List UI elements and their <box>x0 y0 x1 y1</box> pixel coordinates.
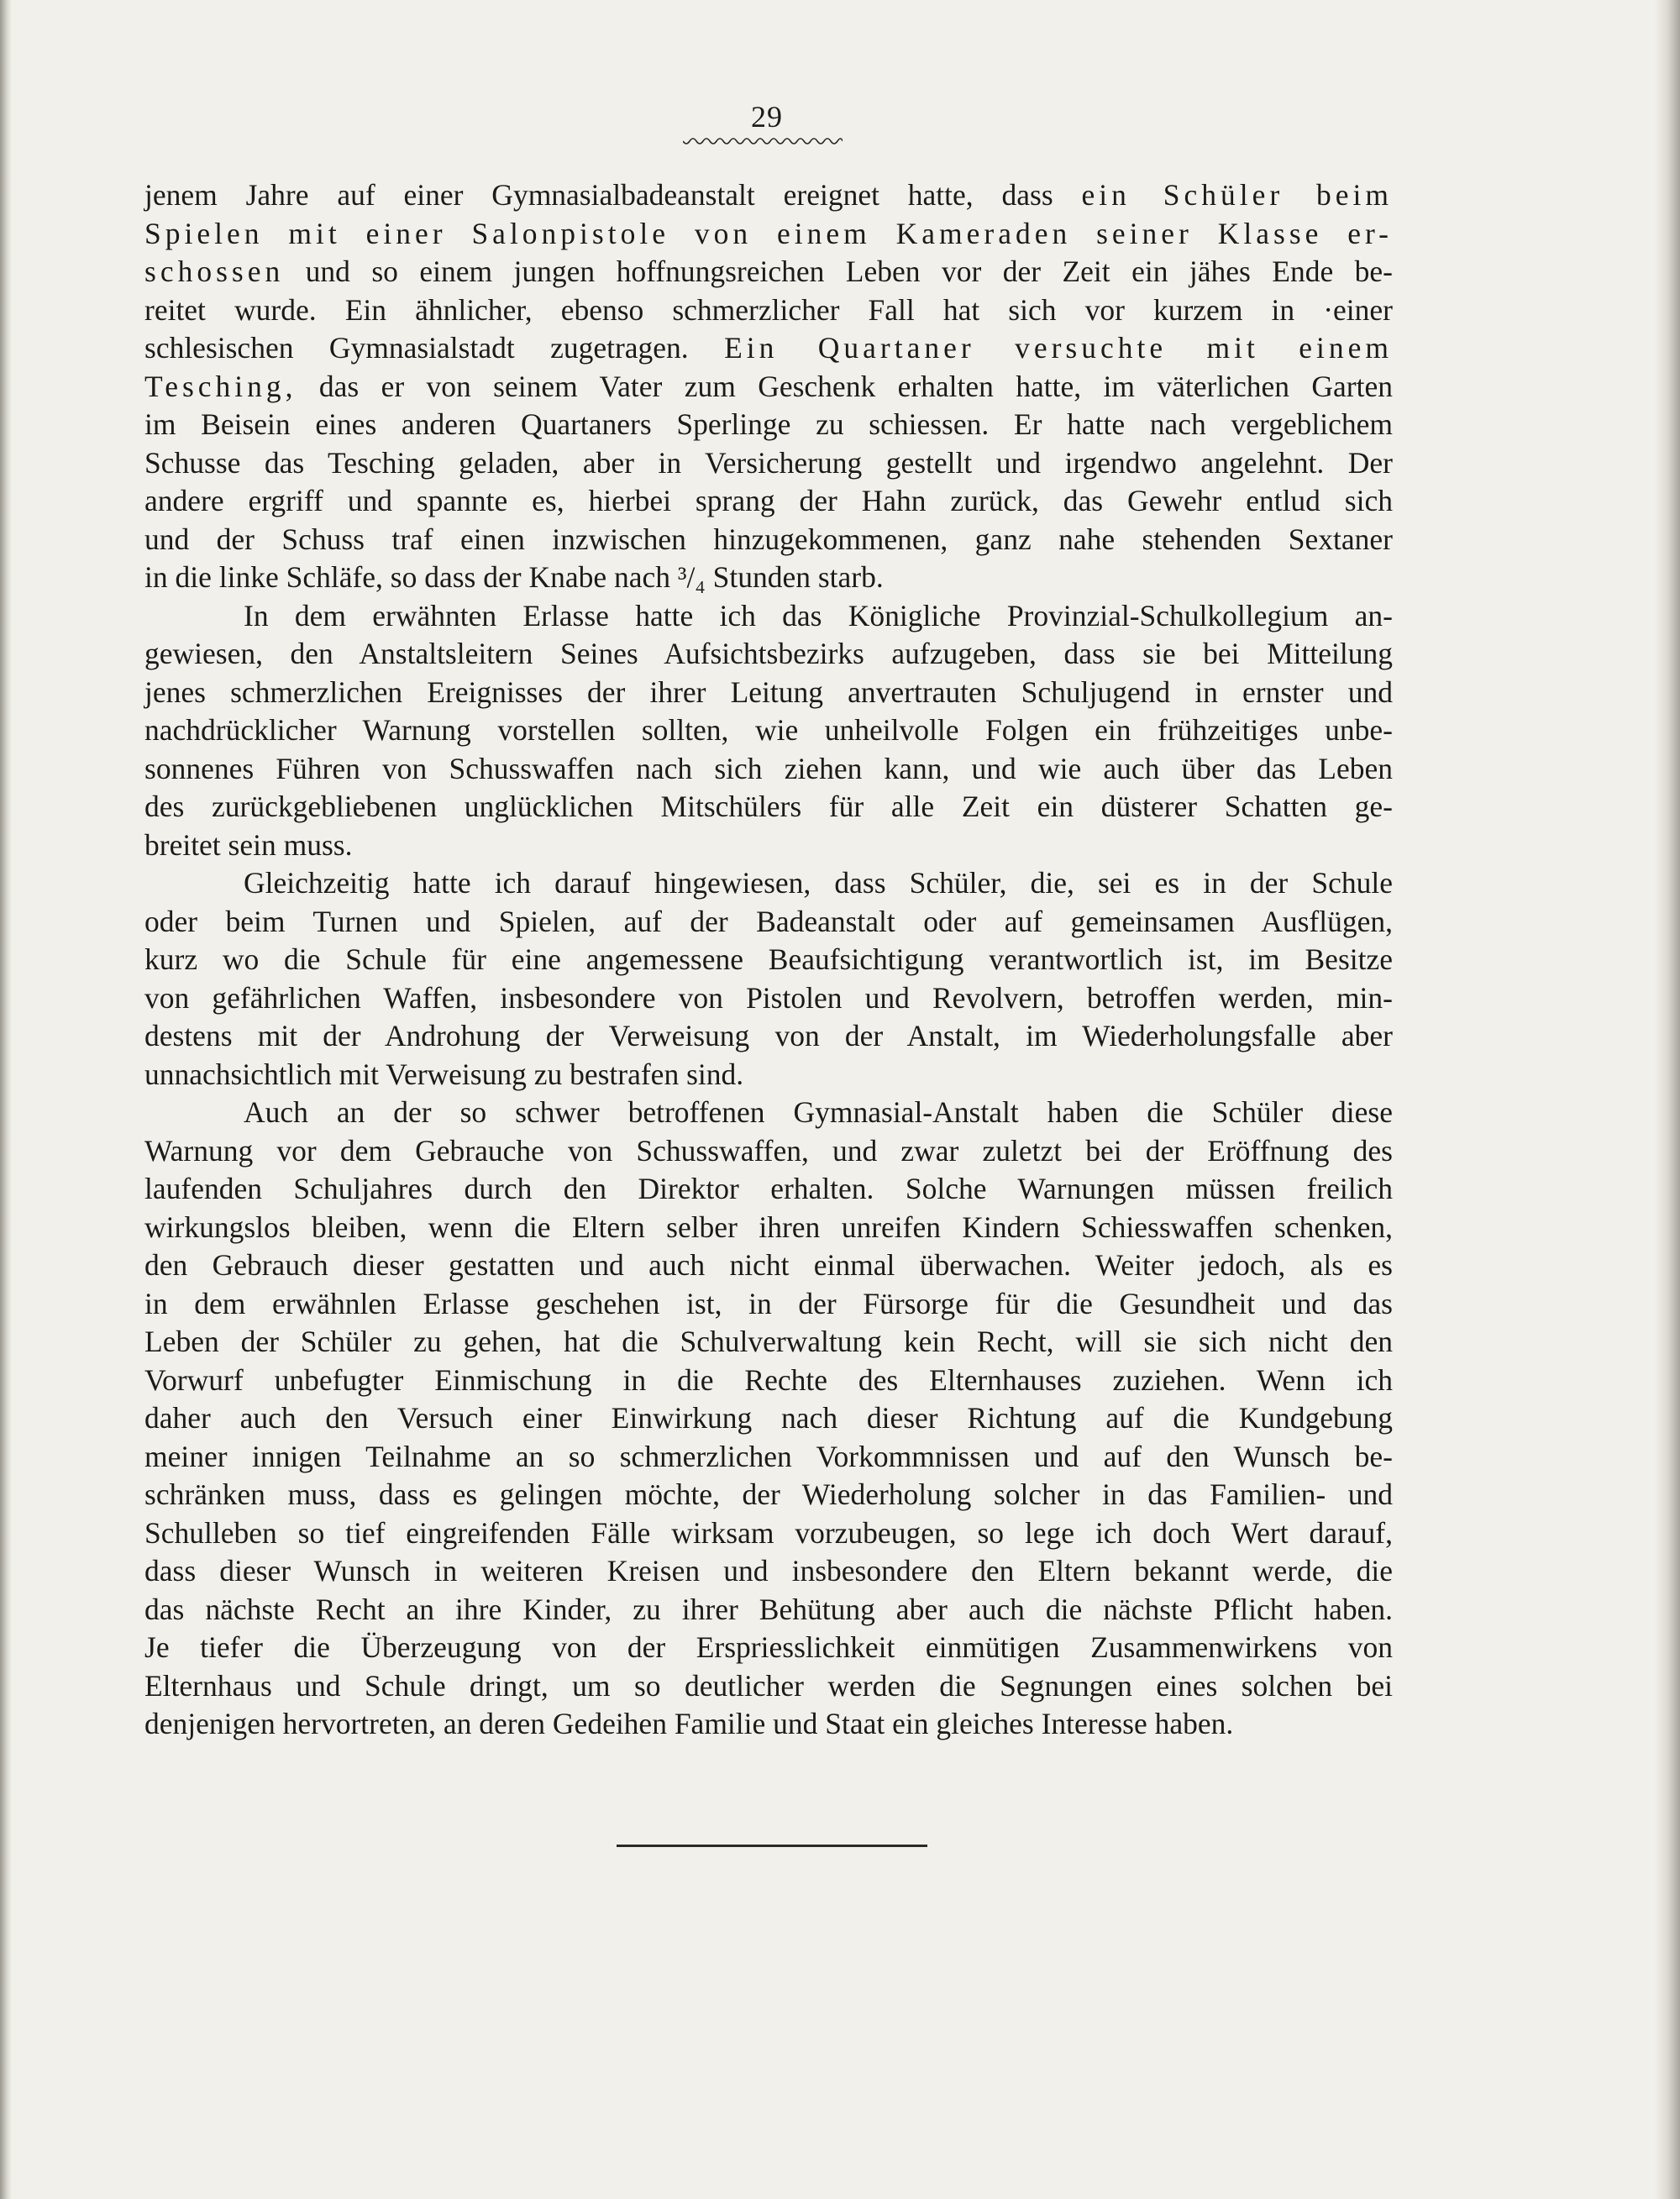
text-line: des zurückgebliebenen unglücklichen Mitschülers für alle Zeit ein düsterer Schatten ge- <box>144 790 1393 823</box>
text-line: daher auch den Versuch einer Einwirkung nach dieser Richtung auf die Kundgebung <box>144 1401 1393 1435</box>
text-line: Elternhaus und Schule dringt, um so deutlicher werden die Segnungen eines solchen bei <box>144 1668 1393 1703</box>
text-line: unnachsichtlich mit Verweisung zu bestrafen sind. <box>144 1057 744 1091</box>
scan-shadow-left <box>0 0 12 2199</box>
body-text <box>144 176 1393 1744</box>
text-line: andere ergriff und spannte es, hierbei sprang der Hahn zurück, das Gewehr entlud sich <box>144 484 1393 517</box>
emphasized-text: Spielen mit einer Salonpistole von einem Kameraden seiner Klasse er- <box>144 216 1393 250</box>
scan-shadow-right <box>1655 0 1680 2199</box>
text-line: schlesischen Gymnasialstadt zugetragen. Ein Quartaner versuchte mit einem <box>144 331 1394 365</box>
text-line: im Beisein eines anderen Quartaners Sperlinge zu schiessen. Er hatte nach vergeblichem <box>144 407 1393 441</box>
emphasized-text: schossen <box>144 255 285 288</box>
text-line: dass dieser Wunsch in weiteren Kreisen und insbesondere den Eltern bekannt werde, die <box>144 1554 1393 1588</box>
text-line: jenes schmerzlichen Ereignisses der ihrer Leitung anvertrauten Schuljugend in ernster und <box>144 674 1393 709</box>
emphasized-text: Ein Quartaner versuchte mit einem <box>724 331 1394 365</box>
page-number: 29 <box>751 100 783 134</box>
text-line: kurz wo die Schule für eine angemessene Beaufsichtigung verantwortlich ist, im Besitze <box>144 942 1393 976</box>
emphasized-text: Tesching, <box>144 369 297 403</box>
text-line: den Gebrauch dieser gestatten und auch nicht einmal überwachen. Weiter jedoch, als es <box>144 1248 1393 1282</box>
text-line: Auch an der so schwer betroffenen Gymnasial-Anstalt haben die Schüler diese <box>244 1095 1393 1129</box>
closing-rule <box>617 1845 927 1847</box>
text-line: in dem erwähnlen Erlasse geschehen ist, in der Fürsorge für die Gesundheit und das <box>144 1286 1393 1320</box>
text-line: denjenigen hervortreten, an deren Gedeihen Familie und Staat ein gleiches Interesse haben. <box>144 1707 1234 1740</box>
text-line: jenem Jahre auf einer Gymnasialbadeanstalt ereignet hatte, dass ein Schüler beim <box>144 178 1393 212</box>
text-line: Je tiefer die Überzeugung von der Erspriesslichkeit einmütigen Zusammenwirkens von <box>144 1630 1393 1664</box>
text-line: das nächste Recht an ihre Kinder, zu ihrer Behütung aber auch die nächste Pflicht haben. <box>144 1592 1393 1626</box>
text-line: sonnenes Führen von Schusswaffen nach sich ziehen kann, und wie auch über das Leben <box>144 751 1393 785</box>
text-line: Warnung vor dem Gebrauche von Schusswaffen, und zwar zuletzt bei der Eröffnung des <box>144 1133 1393 1168</box>
text-line <box>144 215 1393 254</box>
text-line: In dem erwähnten Erlasse hatte ich das Königliche Provinzial-Schulkollegium an- <box>244 598 1393 632</box>
text-line: breitet sein muss. <box>144 827 353 862</box>
text-line: Schusse das Tesching geladen, aber in Versicherung gestellt und irgendwo angelehnt. Der <box>144 445 1393 480</box>
text-line: Schulleben so tief eingreifenden Fälle wirksam vorzubeugen, so lege ich doch Wert darauf, <box>144 1515 1393 1550</box>
text-line: schränken muss, dass es gelingen möchte, der Wiederholung solcher in das Familien- und <box>144 1477 1393 1511</box>
text-line: Gleichzeitig hatte ich darauf hingewiesen, dass Schüler, die, sei es in der Schule <box>244 866 1393 900</box>
text-line: wirkungslos bleiben, wenn die Eltern selber ihren unreifen Kindern Schiesswaffen schenken, <box>144 1210 1393 1244</box>
text-line: meiner innigen Teilnahme an so schmerzlichen Vorkommnissen und auf den Wunsch be- <box>144 1439 1393 1473</box>
text-line: Leben der Schüler zu gehen, hat die Schulverwaltung kein Recht, will sie sich nicht den <box>144 1325 1393 1358</box>
text-line: destens mit der Androhung der Verweisung von der Anstalt, im Wiederholungsfalle aber <box>144 1019 1393 1052</box>
text-line: reitet wurde. Ein ähnlicher, ebenso schmerzlicher Fall hat sich vor kurzem in ·einer <box>144 292 1393 327</box>
page-number-ornament <box>683 136 843 150</box>
text-line: von gefährlichen Waffen, insbesondere von Pistolen und Revolvern, betroffen werden, min- <box>144 980 1393 1015</box>
text-line: laufenden Schuljahres durch den Direktor erhalten. Solche Warnungen müssen freilich <box>144 1172 1393 1205</box>
text-line: in die linke Schläfe, so dass der Knabe nach ³/₄ Stunden starb. <box>144 560 884 594</box>
text-line: nachdrücklicher Warnung vorstellen sollten, wie unheilvolle Folgen ein frühzeitiges unbe- <box>144 713 1393 747</box>
emphasized-text: ein Schüler beim <box>1081 178 1393 212</box>
text-line: oder beim Turnen und Spielen, auf der Badeanstalt oder auf gemeinsamen Ausflügen, <box>144 904 1393 938</box>
text-line: Tesching, das er von seinem Vater zum Geschenk erhalten hatte, im väterlichen Garten <box>144 369 1393 403</box>
text-line: und der Schuss traf einen inzwischen hinzugekommenen, ganz nahe stehenden Sextaner <box>144 522 1393 556</box>
text-line: Vorwurf unbefugter Einmischung in die Rechte des Elternhauses zuziehen. Wenn ich <box>144 1362 1393 1397</box>
text-line: schossen und so einem jungen hoffnungsreichen Leben vor der Zeit ein jähes Ende be- <box>144 255 1393 288</box>
text-line: gewiesen, den Anstaltsleitern Seines Aufsichtsbezirks aufzugeben, dass sie bei Mitteilung <box>144 637 1393 670</box>
